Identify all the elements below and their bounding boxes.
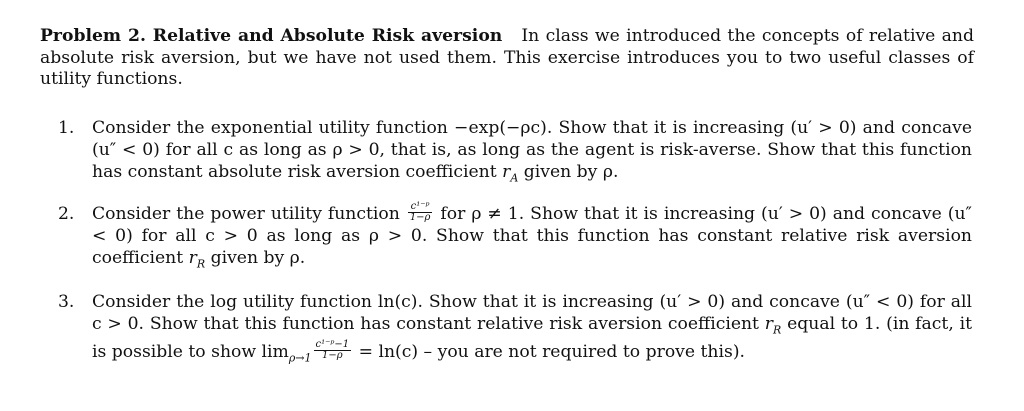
fraction-denominator: 1−ρ xyxy=(322,350,343,362)
item-text-part: Consider the power utility function xyxy=(92,204,406,224)
item-text-part: Consider the exponential utility function −exp(−ρc). Show that it is increasing (u′ > 0) and concave (u″ < 0) for all c as long as ρ > 0, that is, as long as the agent is risk-averse. Show that this function has constant absolute risk aversion coefficient xyxy=(92,118,972,182)
list-item-1 xyxy=(58,117,972,189)
item-text-part: Consider the log utility function ln(c). Show that it is increasing (u′ > 0) and concave (u″ < 0) for all c > 0. Show that this function has constant relative risk aversion coefficient xyxy=(92,292,972,334)
item-text xyxy=(92,203,972,275)
list-item-3 xyxy=(58,291,972,370)
coefficient-subscript: R xyxy=(772,323,782,337)
item-number: 2. xyxy=(58,204,75,224)
item-number: 1. xyxy=(58,118,75,138)
list-item-2 xyxy=(58,203,972,275)
item-text xyxy=(92,291,972,370)
coefficient-symbol: r xyxy=(502,162,511,182)
limit-subscript: ρ→1 xyxy=(288,351,312,365)
problem-title: Problem 2. Relative and Absolute Risk aversion xyxy=(40,26,503,46)
item-text-part: = ln(c) – you are not required to prove this). xyxy=(353,342,745,363)
log-limit-fraction xyxy=(314,340,352,361)
coefficient-symbol: r xyxy=(188,248,197,268)
item-text-part: for ρ ≠ 1. Show that it is increasing (u′ > 0) and concave (u″ < 0) for all c > 0 as long as ρ > 0. Show that this function has constant relative risk aversion coefficient xyxy=(92,204,972,268)
coefficient-subscript: A xyxy=(510,171,519,185)
coefficient-symbol: r xyxy=(764,314,773,334)
item-text-part: given by ρ. xyxy=(205,248,306,268)
problem-intro-text: In class we introduced the concepts of relative and absolute risk aversion, but we have not used them. This exercise introduces you to two useful classes of utility functions. xyxy=(40,26,974,89)
item-number: 3. xyxy=(58,292,75,312)
item-text-part: given by ρ. xyxy=(518,162,619,182)
problem-intro xyxy=(40,26,974,91)
fraction-numerator: c¹⁻ᵖ−1 xyxy=(315,339,350,351)
power-utility-fraction xyxy=(408,202,433,223)
item-text-part: equal to 1. (in fact, it is possible to show lim xyxy=(92,314,972,363)
coefficient-subscript: R xyxy=(196,257,206,271)
fraction-denominator: 1−ρ xyxy=(409,212,431,223)
fraction-numerator: c¹⁻ᵖ xyxy=(408,202,433,213)
item-text xyxy=(92,117,972,189)
